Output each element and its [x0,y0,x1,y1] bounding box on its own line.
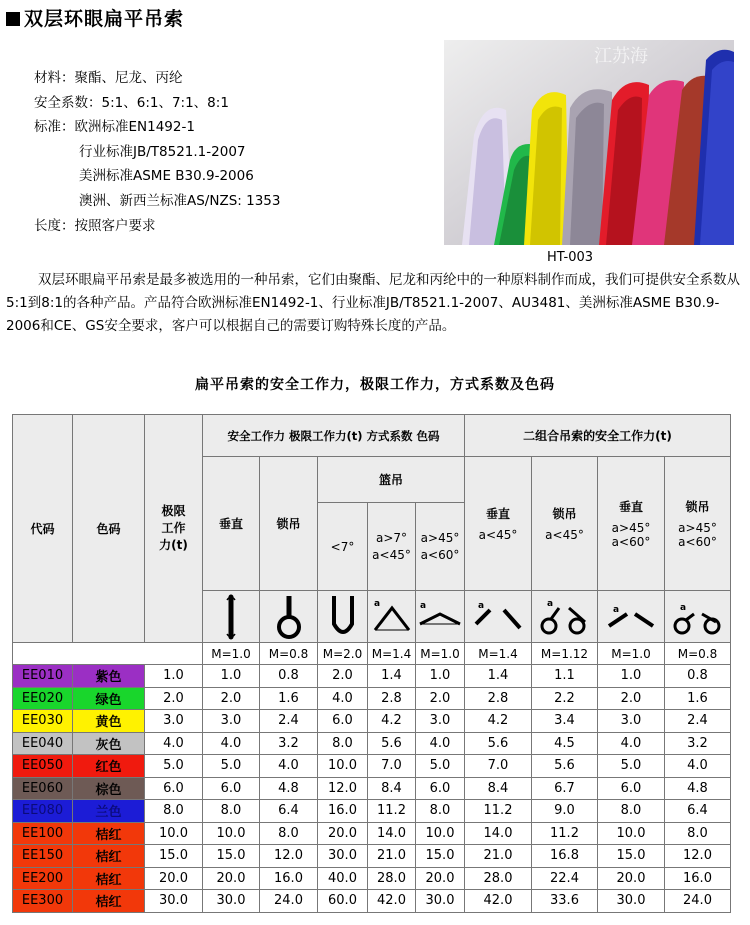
vertical-sling-icon [203,591,260,643]
row-value: 24.0 [665,890,731,913]
row-value: 4.0 [665,755,731,778]
row-value: 4.0 [145,732,203,755]
row-value: 22.4 [532,867,598,890]
row-value: 7.0 [465,755,532,778]
row-value: 33.6 [532,890,598,913]
row-value: 8.4 [465,777,532,800]
row-value: 3.0 [203,710,260,733]
row-value: 42.0 [465,890,532,913]
row-code: EE100 [13,822,73,845]
row-value: 14.0 [465,822,532,845]
row-value: 8.0 [318,732,368,755]
spec-standard: 标准：欧洲标准EN1492-1 [34,119,195,136]
row-value: 10.0 [203,822,260,845]
row-value: 11.2 [532,822,598,845]
row-color-swatch: 桔红 [73,867,145,890]
svg-text:a: a [420,600,427,611]
row-code: EE200 [13,867,73,890]
row-value: 15.0 [145,845,203,868]
row-value: 4.8 [665,777,731,800]
row-value: 6.0 [203,777,260,800]
row-code: EE300 [13,890,73,913]
row-value: 3.4 [532,710,598,733]
row-value: 4.0 [318,687,368,710]
row-value: 5.6 [465,732,532,755]
row-color-swatch: 绿色 [73,687,145,710]
row-value: 4.5 [532,732,598,755]
row-value: 5.0 [416,755,465,778]
table-row [13,800,731,823]
row-value: 42.0 [368,890,416,913]
m-factor: M=1.0 [203,643,260,665]
row-value: 6.0 [318,710,368,733]
row-value: 20.0 [145,867,203,890]
col-cell-4: a>45° a<60° [416,503,465,591]
row-color-swatch: 桔红 [73,845,145,868]
m-factor: M=0.8 [665,643,731,665]
row-value: 1.0 [598,665,665,688]
row-value: 2.0 [598,687,665,710]
header-color: 色码 [73,415,145,643]
row-color-swatch: 黄色 [73,710,145,733]
row-value: 30.0 [145,890,203,913]
row-value: 40.0 [318,867,368,890]
row-value: 5.6 [368,732,416,755]
row-code: EE050 [13,755,73,778]
row-value: 2.0 [145,687,203,710]
row-value: 4.8 [260,777,318,800]
row-value: 5.0 [145,755,203,778]
row-code: EE150 [13,845,73,868]
photo-watermark: 江苏海 [594,46,648,67]
row-value: 21.0 [368,845,416,868]
row-value: 8.0 [260,822,318,845]
basket-u-icon [318,591,368,643]
col-cell-0: 垂直 [203,457,260,591]
row-value: 3.0 [416,710,465,733]
row-color-swatch: 红色 [73,755,145,778]
row-value: 5.0 [598,755,665,778]
row-value: 4.2 [465,710,532,733]
row-value: 1.0 [203,665,260,688]
table-row [13,822,731,845]
table-row [13,687,731,710]
intro-paragraph: 双层环眼扁平吊索是最多被选用的一种吊索，它们由聚酯、尼龙和丙纶中的一种原料制作而成，我们可提供安全系数从5:1到8:1的各种产品。产品符合欧洲标准EN1492-1、行业标准JB/T8521.1-2007、AU3481、美洲标准ASME B30.9-2006和CE、GS安全要求，客户可以根据自己的需要订购特殊长度的产品。 [6,272,740,334]
row-value: 20.0 [416,867,465,890]
row-value: 1.1 [532,665,598,688]
row-code: EE040 [13,732,73,755]
svg-text:a: a [679,602,686,613]
row-value: 11.2 [465,800,532,823]
row-code: EE010 [13,665,73,688]
header-group-double: 二组合吊索的安全工作力(t) [465,415,731,457]
col-cell-5: 垂直 a<45° [465,457,532,591]
row-value: 30.0 [598,890,665,913]
row-value: 16.0 [260,867,318,890]
row-value: 15.0 [416,845,465,868]
row-value: 8.0 [416,800,465,823]
row-value: 2.8 [465,687,532,710]
two-leg-choke-icon [532,591,598,643]
row-value: 8.0 [203,800,260,823]
row-value: 8.0 [598,800,665,823]
row-value: 6.0 [145,777,203,800]
row-value: 1.0 [145,665,203,688]
product-photo [444,40,734,245]
row-color-swatch: 桔红 [73,890,145,913]
row-value: 6.7 [532,777,598,800]
svg-text:a: a [373,598,380,609]
row-value: 15.0 [598,845,665,868]
choke-sling-icon [260,591,318,643]
row-value: 12.0 [260,845,318,868]
header-limit: 极限工作力(t) [145,415,203,643]
row-value: 12.0 [665,845,731,868]
row-value: 15.0 [203,845,260,868]
row-value: 4.0 [416,732,465,755]
row-value: 0.8 [260,665,318,688]
row-code: EE020 [13,687,73,710]
row-color-swatch: 紫色 [73,665,145,688]
row-color-swatch: 兰色 [73,800,145,823]
row-value: 8.4 [368,777,416,800]
header-group-single: 安全工作力 极限工作力(t) 方式系数 色码 [203,415,465,457]
row-value: 3.2 [260,732,318,755]
two-leg-vertical-icon [465,591,532,643]
row-value: 1.0 [416,665,465,688]
m-factor: M=1.0 [598,643,665,665]
col-cell-8: 锁吊 a>45° a<60° [665,457,731,591]
row-value: 6.4 [665,800,731,823]
row-color-swatch: 桔红 [73,822,145,845]
row-value: 8.0 [665,822,731,845]
row-value: 0.8 [665,665,731,688]
two-leg-choke-wide-icon [665,591,731,643]
row-value: 3.0 [598,710,665,733]
load-table [12,414,731,913]
row-value: 7.0 [368,755,416,778]
m-factor: M=1.4 [368,643,416,665]
row-value: 10.0 [416,822,465,845]
row-value: 4.0 [260,755,318,778]
two-leg-vertical-wide-icon [598,591,665,643]
spec-list [34,66,280,238]
row-value: 2.0 [203,687,260,710]
row-value: 2.4 [665,710,731,733]
spec-standard-au: 澳洲、新西兰标准AS/NZS: 1353 [79,192,281,209]
row-value: 10.0 [318,755,368,778]
row-value: 20.0 [598,867,665,890]
row-value: 16.8 [532,845,598,868]
row-value: 3.0 [145,710,203,733]
m-factor: M=1.4 [465,643,532,665]
row-value: 30.0 [203,890,260,913]
table-title: 扁平吊索的安全工作力，极限工作力，方式系数及色码 [195,377,555,393]
row-value: 16.0 [665,867,731,890]
row-value: 1.6 [260,687,318,710]
row-value: 12.0 [318,777,368,800]
table-row [13,890,731,913]
table-row [13,710,731,733]
row-value: 20.0 [318,822,368,845]
svg-text:a: a [478,600,485,611]
row-value: 4.0 [598,732,665,755]
row-value: 24.0 [260,890,318,913]
col-cell-7: 垂直 a>45° a<60° [598,457,665,591]
row-value: 16.0 [318,800,368,823]
photo-caption: HT-003 [547,250,594,265]
row-value: 60.0 [318,890,368,913]
row-value: 2.0 [416,687,465,710]
m-factor: M=2.0 [318,643,368,665]
row-value: 10.0 [145,822,203,845]
header-basket: 篮吊 [318,457,465,503]
row-value: 21.0 [465,845,532,868]
basket-wide-icon [416,591,465,643]
row-value: 1.4 [368,665,416,688]
m-factor: M=1.12 [532,643,598,665]
row-value: 20.0 [203,867,260,890]
table-row [13,755,731,778]
header-code: 代码 [13,415,73,643]
spec-length: 长度：按照客户要求 [34,217,156,234]
page-title: 双层环眼扁平吊索 [6,4,184,31]
row-value: 10.0 [598,822,665,845]
col-cell-6: 锁吊 a<45° [532,457,598,591]
row-value: 28.0 [368,867,416,890]
row-value: 8.0 [145,800,203,823]
spec-safety-factor: 安全系数：5:1、6:1、7:1、8:1 [34,94,229,111]
m-factor: M=0.8 [260,643,318,665]
table-row [13,845,731,868]
method-factor-row [13,643,731,665]
sling-loops-illustration [444,40,734,245]
row-value: 1.4 [465,665,532,688]
row-value: 3.2 [665,732,731,755]
row-value: 30.0 [318,845,368,868]
col-cell-1: 锁吊 [260,457,318,591]
row-value: 14.0 [368,822,416,845]
row-value: 2.0 [318,665,368,688]
square-bullet-icon [6,12,20,26]
row-code: EE060 [13,777,73,800]
svg-text:a: a [546,598,553,609]
row-color-swatch: 灰色 [73,732,145,755]
row-value: 2.2 [532,687,598,710]
row-value: 5.0 [203,755,260,778]
row-value: 4.0 [203,732,260,755]
m-factor: M=1.0 [416,643,465,665]
basket-angle-icon [368,591,416,643]
row-value: 2.8 [368,687,416,710]
row-value: 9.0 [532,800,598,823]
row-color-swatch: 棕色 [73,777,145,800]
row-value: 6.0 [598,777,665,800]
row-code: EE080 [13,800,73,823]
row-value: 2.4 [260,710,318,733]
row-code: EE030 [13,710,73,733]
spec-standard-industry: 行业标准JB/T8521.1-2007 [79,143,246,160]
row-value: 5.6 [532,755,598,778]
row-value: 4.2 [368,710,416,733]
row-value: 6.0 [416,777,465,800]
table-row [13,867,731,890]
row-value: 6.4 [260,800,318,823]
row-value: 1.6 [665,687,731,710]
row-value: 30.0 [416,890,465,913]
col-cell-3: a>7° a<45° [368,503,416,591]
row-value: 11.2 [368,800,416,823]
row-value: 28.0 [465,867,532,890]
col-cell-2: <7° [318,503,368,591]
table-row [13,732,731,755]
table-row [13,777,731,800]
spec-material: 材料：聚酯、尼龙、丙纶 [34,70,183,86]
svg-text:a: a [613,604,620,615]
table-row [13,665,731,688]
spec-standard-us: 美洲标准ASME B30.9-2006 [79,168,254,185]
